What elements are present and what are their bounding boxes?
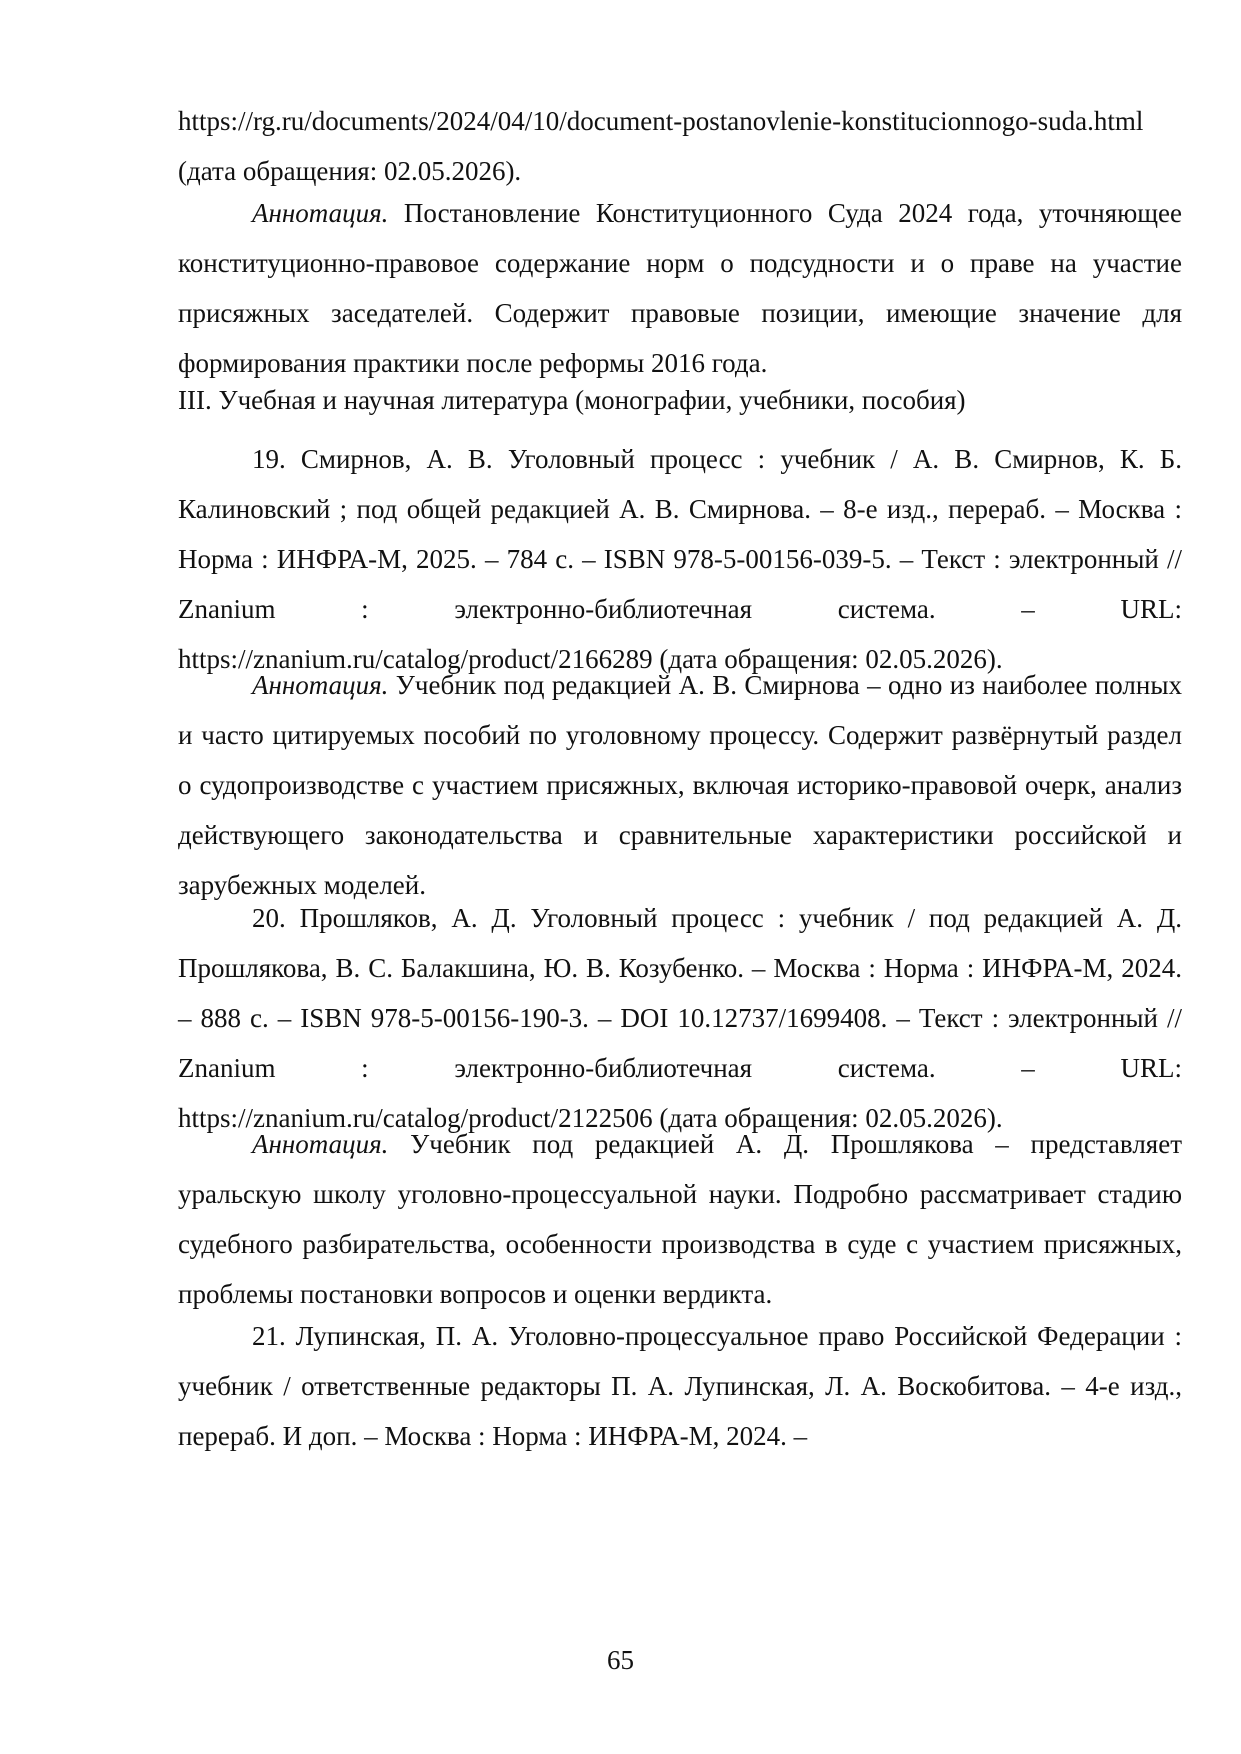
section-heading: III. Учебная и научная литература (монографии, учебники, пособия) bbox=[178, 385, 966, 415]
reference-continuation bbox=[178, 96, 1182, 196]
annotation-text: Учебник под редакцией А. Д. Прошлякова – представляет уральскую школу уголовно-процессуальной науки. Подробно рассматривает стадию судебного разбирательства, особенности производства в суде с участием присяжных, проблемы постановки вопросов и оценки вердикта. bbox=[178, 1129, 1182, 1309]
annotation-label: Аннотация. bbox=[252, 198, 389, 228]
annotation-paragraph bbox=[178, 188, 1182, 388]
annotation-text: Учебник под редакцией А. В. Смирнова – одно из наиболее полных и часто цитируемых пособий по уголовному процессу. Содержит развёрнутый раздел о судопроизводстве с участием присяжных, включая историко-правовой очерк, анализ действующего законодательства и сравнительные характеристики российской и зарубежных моделей. bbox=[178, 670, 1182, 900]
annotation-paragraph-19 bbox=[178, 660, 1182, 910]
bibliography-entry-21: 21. Лупинская, П. А. Уголовно-процессуальное право Российской Федерации : учебник / ответственные редакторы П. А. Лупинская, Л. А. Воскобитова. – 4-е изд., перераб. И доп. – Москва : Норма : ИНФРА-М, 2024. – bbox=[178, 1321, 1182, 1451]
bibliography-entry-19: 19. Смирнов, А. В. Уголовный процесс : учебник / А. В. Смирнов, К. Б. Калиновский ; под общей редакцией А. В. Смирнова. – 8-е изд., перераб. – Москва : Норма : ИНФРА-М, 2025. – 784 с. – ISBN 978-5-00156-039-5. – Текст : электронный // Znanium : электронно-библиотечная система. – URL: https://znanium.ru/catalog/product/2166289 (дата обращения: 02.05.2026). bbox=[178, 444, 1182, 674]
reference-access-date: (дата обращения: 02.05.2026). bbox=[178, 156, 522, 186]
annotation-label: Аннотация. bbox=[252, 670, 389, 700]
reference-url: https://rg.ru/documents/2024/04/10/document-postanovlenie-konstitucionnogo-suda.html bbox=[178, 106, 1144, 136]
annotation-text: Постановление Конституционного Суда 2024 года, уточняющее конституционно-правовое содержание норм о подсудности и о праве на участие присяжных заседателей. Содержит правовые позиции, имеющие значение для формирования практики после реформы 2016 года. bbox=[178, 198, 1182, 378]
bibliography-entry-20: 20. Прошляков, А. Д. Уголовный процесс : учебник / под редакцией А. Д. Прошлякова, В. С. Балакшина, Ю. В. Козубенко. – Москва : Норма : ИНФРА-М, 2024. – 888 с. – ISBN 978-5-00156-190-3. – DOI 10.12737/1699408. – Текст : электронный // Znanium : электронно-библиотечная система. – URL: https://znanium.ru/catalog/product/2122506 (дата обращения: 02.05.2026). bbox=[178, 903, 1182, 1133]
page-number: 65 bbox=[607, 1645, 634, 1675]
annotation-label: Аннотация. bbox=[252, 1129, 389, 1159]
annotation-paragraph-20 bbox=[178, 1119, 1182, 1319]
